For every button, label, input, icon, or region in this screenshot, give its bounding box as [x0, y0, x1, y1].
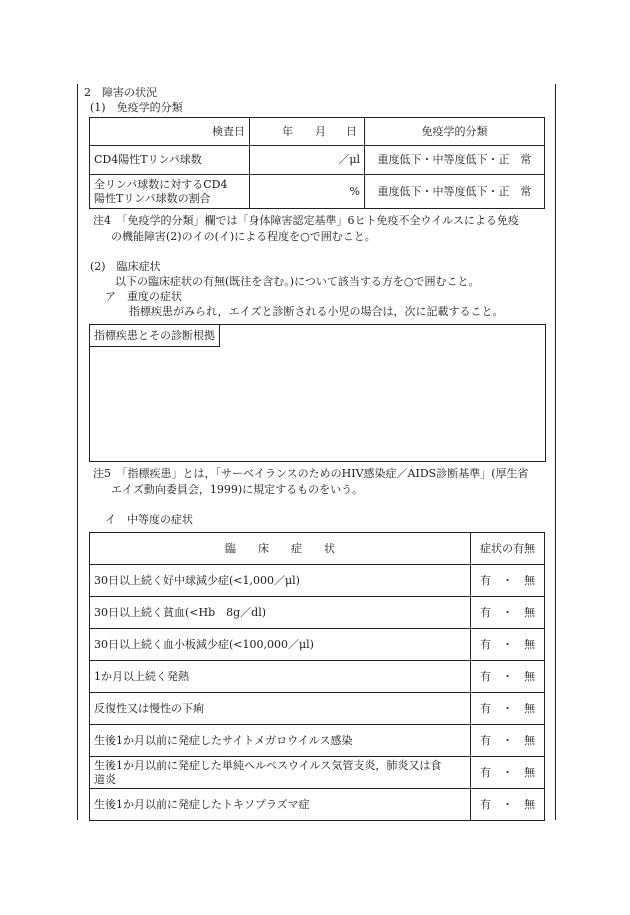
indicator-disease-label: 指標疾患とその診断根拠 [90, 325, 220, 347]
grade-options[interactable]: 重度低下・中等度低下・正 常 [365, 175, 545, 209]
symptom-label: 生後1か月以前に発症した単純ヘルペスウイルス気管支炎，肺炎又は食 道炎 [90, 757, 471, 789]
symptom-label: 30日以上続く血小板減少症(<100,000／μl) [90, 629, 471, 661]
presence-toggle[interactable]: 有 ・ 無 [471, 597, 545, 629]
symptom-row [90, 725, 545, 757]
day-label: 日 [346, 124, 357, 138]
presence-toggle[interactable]: 有 ・ 無 [471, 629, 545, 661]
subsection-immuno-title: (1) 免疫学的分類 [90, 101, 183, 114]
note5-line2: エイズ動向委員会，1999)に規定するものをいう。 [111, 483, 364, 496]
symptoms-table [89, 532, 545, 821]
frame-right-border [555, 84, 556, 820]
immuno-item: 全リンパ球数に対するCD4 陽性Tリンパ球数の割合 [90, 175, 250, 209]
symptom-row [90, 757, 545, 789]
immuno-row [90, 175, 545, 209]
exam-date-label: 検査日 [90, 118, 250, 146]
symptom-label: 生後1か月以前に発症したトキソプラズマ症 [90, 789, 471, 821]
immuno-value-field[interactable] [250, 175, 365, 209]
frame-left-border [77, 84, 78, 820]
unit-label: ／μl [338, 153, 360, 166]
moderate-symptoms-title: イ 中等度の症状 [105, 513, 193, 526]
symptom-row [90, 693, 545, 725]
clinical-symptoms-header: 臨 床 症 状 [90, 533, 471, 565]
subsection-clinical-title: (2) 臨床症状 [90, 260, 161, 273]
presence-toggle[interactable]: 有 ・ 無 [471, 693, 545, 725]
immuno-item: CD4陽性Tリンパ球数 [90, 146, 250, 175]
presence-toggle[interactable]: 有 ・ 無 [471, 661, 545, 693]
presence-toggle[interactable]: 有 ・ 無 [471, 757, 545, 789]
immuno-table [89, 117, 545, 209]
month-label: 月 [315, 124, 326, 138]
clinical-description: 以下の臨床症状の有無(既往を含む。)について該当する方を○で囲むこと。 [115, 275, 480, 288]
immuno-row [90, 146, 545, 175]
symptom-row [90, 597, 545, 629]
note4-line2: の機能障害(2)のイの(イ)による程度を○で囲むこと。 [111, 230, 376, 243]
symptom-label: 反復性又は慢性の下痢 [90, 693, 471, 725]
symptom-row [90, 629, 545, 661]
symptom-row [90, 789, 545, 821]
immuno-value-field[interactable] [250, 146, 365, 175]
symptom-label: 生後1か月以前に発症したサイトメガロウイルス感染 [90, 725, 471, 757]
symptom-row [90, 565, 545, 597]
grade-options[interactable]: 重度低下・中等度低下・正 常 [365, 146, 545, 175]
presence-header: 症状の有無 [471, 533, 545, 565]
severe-symptoms-title: ア 重度の症状 [105, 290, 182, 303]
symptom-label: 1か月以上続く発熱 [90, 661, 471, 693]
symptom-label: 30日以上続く好中球減少症(<1,000／μl) [90, 565, 471, 597]
note5-line1: 注5 「指標疾患」とは，「サーベイランスのためのHIV感染症／AIDS診断基準」(厚生省 [93, 467, 529, 480]
year-label: 年 [282, 124, 293, 138]
exam-date-field[interactable] [250, 118, 365, 146]
unit-label: % [349, 184, 360, 198]
symptom-row [90, 661, 545, 693]
immuno-header-row [90, 118, 545, 146]
presence-toggle[interactable]: 有 ・ 無 [471, 789, 545, 821]
presence-toggle[interactable]: 有 ・ 無 [471, 565, 545, 597]
note4-line1: 注4 「免疫学的分類」欄では「身体障害認定基準」6ヒト免疫不全ウイルスによる免疫 [93, 214, 519, 227]
classification-header: 免疫学的分類 [365, 118, 545, 146]
section-title: 2 障害の状況 [84, 86, 157, 99]
presence-toggle[interactable]: 有 ・ 無 [471, 725, 545, 757]
indicator-disease-box[interactable] [89, 324, 546, 462]
symptoms-header-row [90, 533, 545, 565]
symptom-label: 30日以上続く貧血(<Hb 8g／dl) [90, 597, 471, 629]
severe-symptoms-description: 指標疾患がみられ，エイズと診断される小児の場合は，次に記載すること。 [129, 305, 504, 318]
